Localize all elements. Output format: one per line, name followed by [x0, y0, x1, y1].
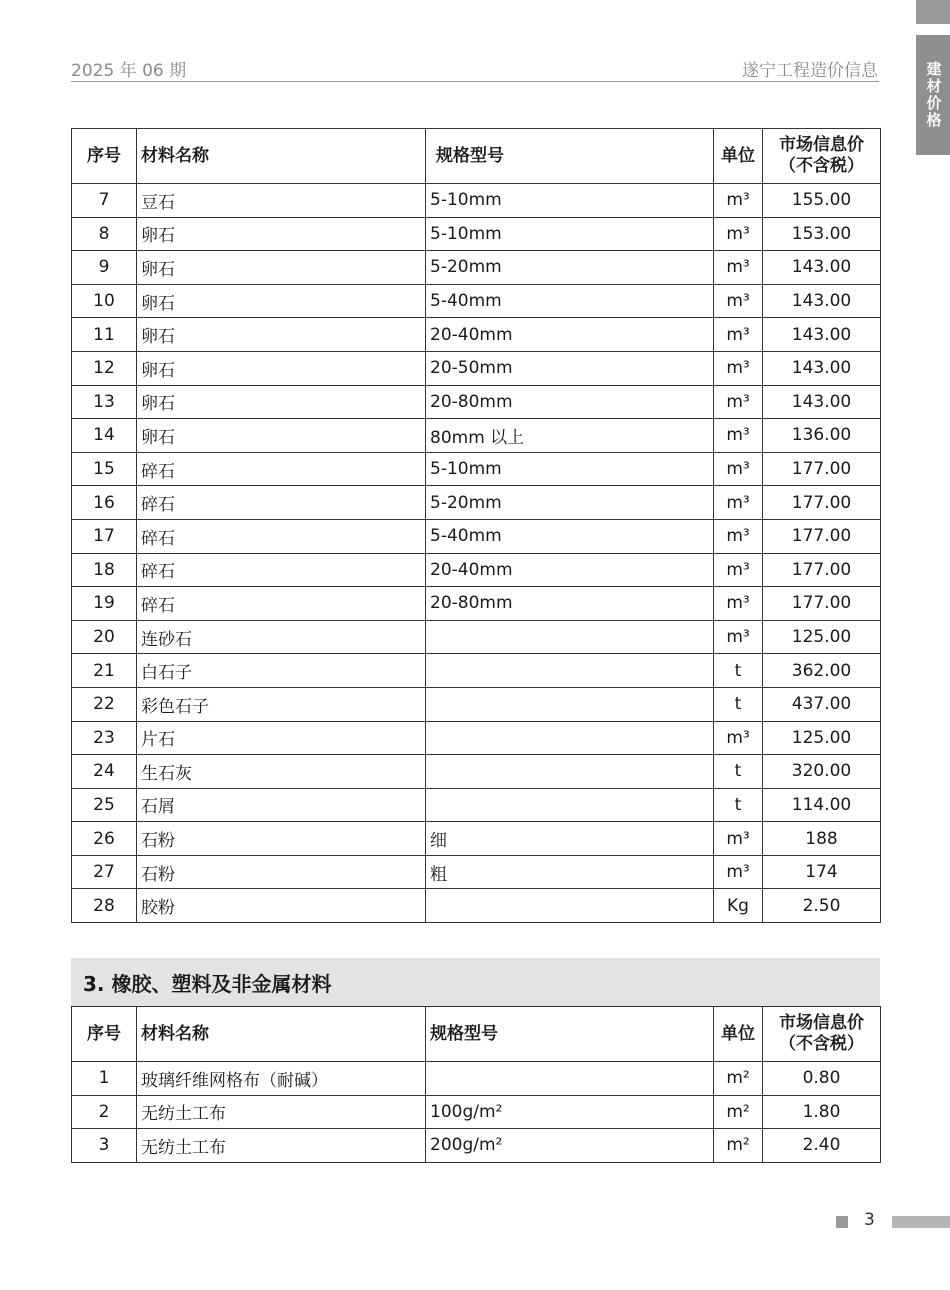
- price-table-rubber-plastic: [71, 1006, 881, 1163]
- cell-unit: m³: [714, 217, 763, 251]
- cell-name: 石屑: [137, 788, 426, 822]
- cell-spec: 5-10mm: [426, 217, 714, 251]
- cell-price: 320.00: [763, 755, 881, 789]
- cell-name: 卵石: [137, 385, 426, 419]
- cell-unit: m³: [714, 822, 763, 856]
- cell-spec: [426, 721, 714, 755]
- table-row: [72, 788, 881, 822]
- table-row: [72, 351, 881, 385]
- cell-unit: t: [714, 788, 763, 822]
- cell-no: 10: [72, 284, 137, 318]
- cell-name: 豆石: [137, 184, 426, 218]
- cell-unit: m³: [714, 553, 763, 587]
- cell-name: 碎石: [137, 519, 426, 553]
- cell-unit: m³: [714, 855, 763, 889]
- cell-spec: [426, 755, 714, 789]
- cell-name: 卵石: [137, 284, 426, 318]
- cell-unit: m²: [714, 1062, 763, 1096]
- cell-unit: m²: [714, 1095, 763, 1129]
- cell-name: 生石灰: [137, 755, 426, 789]
- cell-no: 14: [72, 419, 137, 453]
- cell-name: 玻璃纤维网格布（耐碱）: [137, 1062, 426, 1096]
- cell-name: 卵石: [137, 419, 426, 453]
- cell-price: 174: [763, 855, 881, 889]
- cell-spec: 20-40mm: [426, 553, 714, 587]
- cell-name: 碎石: [137, 486, 426, 520]
- cell-spec: 5-10mm: [426, 452, 714, 486]
- cell-spec: [426, 620, 714, 654]
- cell-spec: [426, 788, 714, 822]
- cell-unit: m³: [714, 587, 763, 621]
- cell-no: 18: [72, 553, 137, 587]
- cell-spec: [426, 1062, 714, 1096]
- cell-price: 114.00: [763, 788, 881, 822]
- table-row: [72, 620, 881, 654]
- cell-name: 卵石: [137, 351, 426, 385]
- cell-no: 12: [72, 351, 137, 385]
- cell-spec: 200g/m²: [426, 1129, 714, 1163]
- col-header-no: 序号: [72, 129, 137, 184]
- cell-no: 19: [72, 587, 137, 621]
- cell-name: 胶粉: [137, 889, 426, 923]
- cell-price: 153.00: [763, 217, 881, 251]
- table-row: [72, 721, 881, 755]
- cell-price: 188: [763, 822, 881, 856]
- cell-unit: m³: [714, 419, 763, 453]
- cell-no: 13: [72, 385, 137, 419]
- side-tab-building-material-prices: [916, 35, 950, 155]
- cell-spec: [426, 654, 714, 688]
- header-divider: [71, 81, 879, 82]
- cell-no: 25: [72, 788, 137, 822]
- cell-name: 碎石: [137, 587, 426, 621]
- cell-price: 177.00: [763, 452, 881, 486]
- cell-spec: [426, 889, 714, 923]
- table-row: [72, 284, 881, 318]
- cell-no: 8: [72, 217, 137, 251]
- cell-price: 362.00: [763, 654, 881, 688]
- table-row: [72, 419, 881, 453]
- cell-price: 143.00: [763, 251, 881, 285]
- col-header-price-line1: 市场信息价: [779, 1013, 864, 1033]
- cell-unit: m³: [714, 318, 763, 352]
- cell-name: 碎石: [137, 452, 426, 486]
- col-header-unit: 单位: [714, 129, 763, 184]
- cell-name: 片石: [137, 721, 426, 755]
- cell-spec: 细: [426, 822, 714, 856]
- col-header-price-line2: （不含税）: [779, 156, 864, 176]
- cell-name: 无纺土工布: [137, 1129, 426, 1163]
- cell-spec: 粗: [426, 855, 714, 889]
- table-row: [72, 519, 881, 553]
- cell-name: 白石子: [137, 654, 426, 688]
- cell-price: 177.00: [763, 587, 881, 621]
- cell-unit: Kg: [714, 889, 763, 923]
- section-3-title: 3. 橡胶、塑料及非金属材料: [71, 958, 880, 1006]
- table-row: [72, 184, 881, 218]
- table-row: [72, 1062, 881, 1096]
- table-row: [72, 1129, 881, 1163]
- cell-unit: t: [714, 687, 763, 721]
- cell-name: 卵石: [137, 251, 426, 285]
- col-header-price: [763, 1007, 881, 1062]
- cell-no: 16: [72, 486, 137, 520]
- page-number: 3: [864, 1210, 875, 1230]
- table-row: [72, 553, 881, 587]
- cell-name: 卵石: [137, 217, 426, 251]
- cell-no: 15: [72, 452, 137, 486]
- cell-spec: 5-10mm: [426, 184, 714, 218]
- cell-spec: [426, 687, 714, 721]
- cell-spec: 80mm 以上: [426, 419, 714, 453]
- side-tab-label: 建材价格: [924, 61, 943, 129]
- table-header-row: [72, 1007, 881, 1062]
- table-row: [72, 251, 881, 285]
- table-row: [72, 822, 881, 856]
- cell-price: 136.00: [763, 419, 881, 453]
- table-header-row: [72, 129, 881, 184]
- table-row: [72, 385, 881, 419]
- cell-no: 28: [72, 889, 137, 923]
- cell-spec: 100g/m²: [426, 1095, 714, 1129]
- footer-square-marker: [836, 1216, 848, 1228]
- col-header-price: [763, 129, 881, 184]
- cell-price: 125.00: [763, 620, 881, 654]
- cell-no: 20: [72, 620, 137, 654]
- table-row: [72, 855, 881, 889]
- cell-no: 2: [72, 1095, 137, 1129]
- col-header-name: 材料名称: [137, 129, 426, 184]
- cell-unit: m³: [714, 486, 763, 520]
- cell-no: 26: [72, 822, 137, 856]
- cell-price: 143.00: [763, 318, 881, 352]
- cell-unit: m³: [714, 184, 763, 218]
- cell-price: 0.80: [763, 1062, 881, 1096]
- cell-unit: t: [714, 755, 763, 789]
- cell-price: 177.00: [763, 486, 881, 520]
- col-header-price-line2: （不含税）: [779, 1034, 864, 1054]
- cell-no: 1: [72, 1062, 137, 1096]
- issue-label: 2025 年 06 期: [71, 61, 187, 81]
- table-row: [72, 217, 881, 251]
- cell-spec: 20-50mm: [426, 351, 714, 385]
- cell-name: 石粉: [137, 855, 426, 889]
- col-header-no: 序号: [72, 1007, 137, 1062]
- cell-unit: m³: [714, 284, 763, 318]
- price-table-stone: [71, 128, 881, 923]
- cell-name: 连砂石: [137, 620, 426, 654]
- cell-price: 143.00: [763, 385, 881, 419]
- table-row: [72, 486, 881, 520]
- table-row: [72, 889, 881, 923]
- col-header-spec: 规格型号: [426, 129, 714, 184]
- cell-no: 3: [72, 1129, 137, 1163]
- cell-unit: m³: [714, 519, 763, 553]
- table-row: [72, 654, 881, 688]
- table-row: [72, 318, 881, 352]
- cell-no: 9: [72, 251, 137, 285]
- cell-spec: 20-40mm: [426, 318, 714, 352]
- cell-name: 石粉: [137, 822, 426, 856]
- col-header-name: 材料名称: [137, 1007, 426, 1062]
- cell-name: 无纺土工布: [137, 1095, 426, 1129]
- table-row: [72, 687, 881, 721]
- cell-no: 23: [72, 721, 137, 755]
- cell-spec: 20-80mm: [426, 385, 714, 419]
- cell-price: 177.00: [763, 519, 881, 553]
- cell-no: 22: [72, 687, 137, 721]
- cell-unit: m³: [714, 385, 763, 419]
- publication-title: 遂宁工程造价信息: [742, 61, 878, 81]
- table-row: [72, 452, 881, 486]
- col-header-unit: 单位: [714, 1007, 763, 1062]
- col-header-spec: 规格型号: [426, 1007, 714, 1062]
- top-decor-strip: [916, 0, 950, 24]
- cell-no: 21: [72, 654, 137, 688]
- footer-bar: [892, 1216, 950, 1228]
- cell-price: 125.00: [763, 721, 881, 755]
- cell-unit: m²: [714, 1129, 763, 1163]
- cell-spec: 5-20mm: [426, 251, 714, 285]
- cell-price: 143.00: [763, 351, 881, 385]
- cell-price: 143.00: [763, 284, 881, 318]
- col-header-price-line1: 市场信息价: [779, 135, 864, 155]
- cell-no: 24: [72, 755, 137, 789]
- cell-no: 11: [72, 318, 137, 352]
- cell-no: 27: [72, 855, 137, 889]
- cell-unit: m³: [714, 351, 763, 385]
- table-row: [72, 587, 881, 621]
- cell-name: 彩色石子: [137, 687, 426, 721]
- cell-price: 437.00: [763, 687, 881, 721]
- cell-unit: m³: [714, 452, 763, 486]
- cell-name: 碎石: [137, 553, 426, 587]
- cell-unit: m³: [714, 251, 763, 285]
- cell-spec: 5-40mm: [426, 519, 714, 553]
- cell-no: 7: [72, 184, 137, 218]
- cell-unit: m³: [714, 620, 763, 654]
- cell-spec: 5-40mm: [426, 284, 714, 318]
- table-row: [72, 755, 881, 789]
- cell-price: 2.50: [763, 889, 881, 923]
- cell-name: 卵石: [137, 318, 426, 352]
- cell-unit: t: [714, 654, 763, 688]
- cell-spec: 5-20mm: [426, 486, 714, 520]
- cell-no: 17: [72, 519, 137, 553]
- table-row: [72, 1095, 881, 1129]
- cell-price: 2.40: [763, 1129, 881, 1163]
- cell-price: 155.00: [763, 184, 881, 218]
- cell-price: 177.00: [763, 553, 881, 587]
- cell-unit: m³: [714, 721, 763, 755]
- cell-spec: 20-80mm: [426, 587, 714, 621]
- cell-price: 1.80: [763, 1095, 881, 1129]
